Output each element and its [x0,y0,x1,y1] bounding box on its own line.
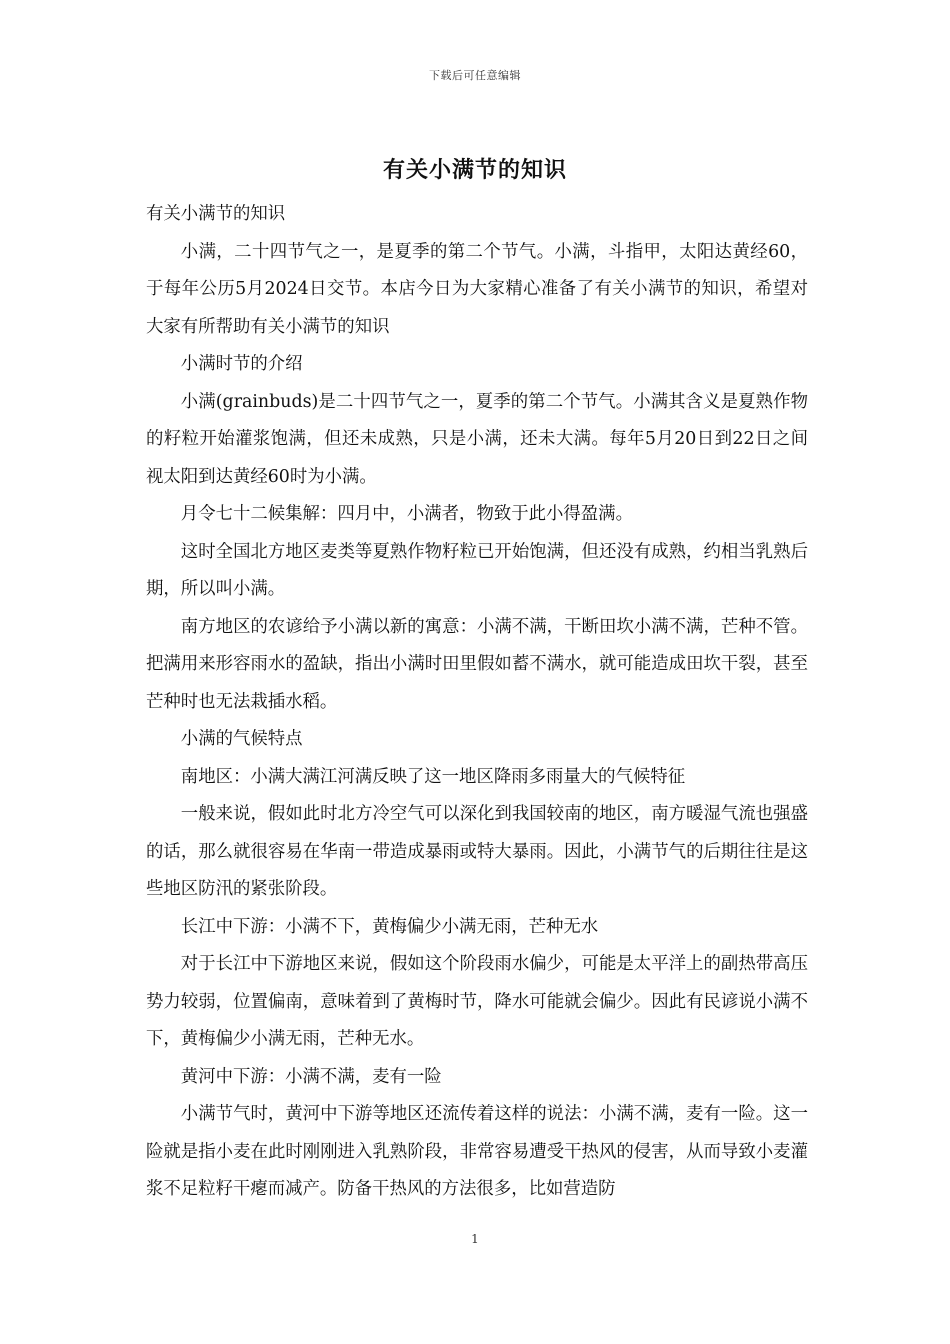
paragraph: 黄河中下游：小满不满，麦有一险 [180,1066,442,1087]
paragraph: 小满，二十四节气之一，是夏季的第二个节气。小满，斗指甲，太阳达黄经60，于每年公历5月2024日交节。本店今日为大家精心准备了有关小满节的知识，希望对大家有所帮助有关小满节的知识 [146,241,808,337]
page-header: 下载后可任意编辑 [429,69,521,82]
paragraph-subtitle: 有关小满节的知识 [146,204,286,224]
document-title: 有关小满节的知识 [382,157,567,183]
document-body [146,196,808,1209]
section-heading: 小满的气候特点 [180,729,303,749]
paragraph: 月令七十二候集解：四月中，小满者，物致于此小得盈满。 [180,504,633,524]
paragraph: 长江中下游：小满不下，黄梅偏少小满无雨，芒种无水 [180,916,599,937]
section-heading: 小满时节的介绍 [180,354,303,374]
paragraph: 一般来说，假如此时北方冷空气可以深化到我国较南的地区，南方暖湿气流也强盛的话，那么就很容易在华南一带造成暴雨或特大暴雨。因此，小满节气的后期往往是这些地区防汛的紧张阶段。 [146,804,808,899]
paragraph: 南地区：小满大满江河满反映了这一地区降雨多雨量大的气候特征 [180,766,686,787]
paragraph: 小满(grainbuds)是二十四节气之一，夏季的第二个节气。小满其含义是夏熟作物的籽粒开始灌浆饱满，但还未成熟，只是小满，还未大满。每年5月20日到22日之间视太阳到达黄经60时为小满。 [146,391,808,487]
paragraph: 对于长江中下游地区来说，假如这个阶段雨水偏少，可能是太平洋上的副热带高压势力较弱，位置偏南，意味着到了黄梅时节，降水可能就会偏少。因此有民谚说小满不下，黄梅偏少小满无雨，芒种无水。 [146,954,808,1049]
paragraph: 小满节气时，黄河中下游等地区还流传着这样的说法：小满不满，麦有一险。这一险就是指小麦在此时刚刚进入乳熟阶段，非常容易遭受干热风的侵害，从而导致小麦灌浆不足粒籽干瘪而减产。防备干热风的方法很多，比如营造防 [146,1104,808,1199]
paragraph: 南方地区的农谚给予小满以新的寓意：小满不满，干断田坎小满不满，芒种不管。把满用来形容雨水的盈缺，指出小满时田里假如蓄不满水，就可能造成田坎干裂，甚至芒种时也无法栽插水稻。 [146,616,808,712]
page-number: 1 [471,1232,479,1246]
paragraph: 这时全国北方地区麦类等夏熟作物籽粒已开始饱满，但还没有成熟，约相当乳熟后期，所以叫小满。 [146,541,808,599]
